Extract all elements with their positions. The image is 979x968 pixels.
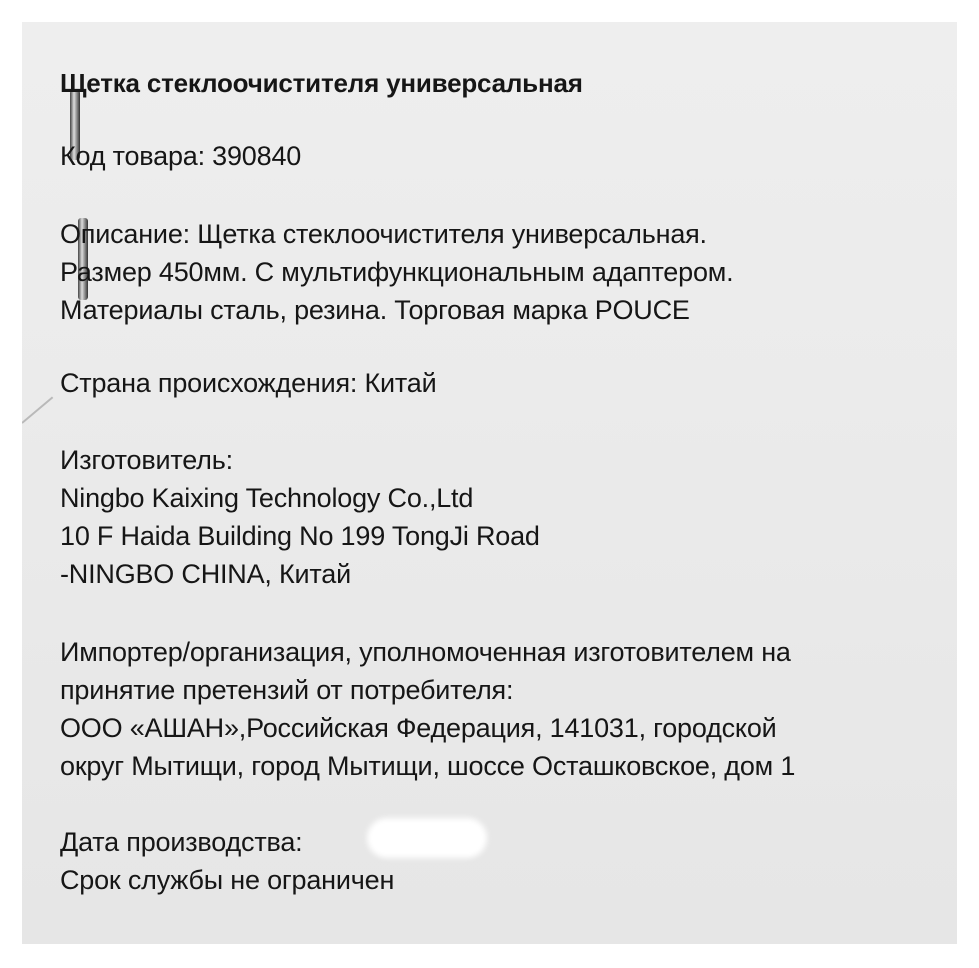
manufacturer-label: Изготовитель:	[60, 445, 233, 475]
importer-line-3: ООО «АШАН»,Российская Федерация, 141031, городской	[60, 713, 777, 743]
product-label-sheet	[22, 22, 957, 944]
product-title: Щетка стеклоочистителя универсальная	[60, 68, 583, 98]
importer-line-1: Импортер/организация, уполномоченная изготовителем на	[60, 637, 791, 667]
description-line-3: Материалы сталь, резина. Торговая марка POUCE	[60, 295, 690, 325]
importer-line-2: принятие претензий от потребителя:	[60, 675, 514, 705]
paper-crease	[22, 397, 53, 424]
description-line-1: Описание: Щетка стеклоочистителя универсальная.	[60, 219, 707, 249]
manufacturer-name: Ningbo Kaixing Technology Co.,Ltd	[60, 483, 474, 513]
production-date-label: Дата производства:	[60, 827, 303, 857]
manufacturer-address-1: 10 F Haida Building No 199 TongJi Road	[60, 521, 540, 551]
country-of-origin: Страна происхождения: Китай	[60, 368, 437, 398]
redacted-date	[367, 818, 487, 858]
service-life: Срок службы не ограничен	[60, 865, 395, 895]
importer-line-4: округ Мытищи, город Мытищи, шоссе Осташковское, дом 1	[60, 751, 796, 781]
manufacturer-address-2: -NINGBO CHINA, Китай	[60, 559, 351, 589]
description-line-2: Размер 450мм. С мультифункциональным адаптером.	[60, 257, 734, 287]
product-code: Код товара: 390840	[60, 141, 302, 171]
